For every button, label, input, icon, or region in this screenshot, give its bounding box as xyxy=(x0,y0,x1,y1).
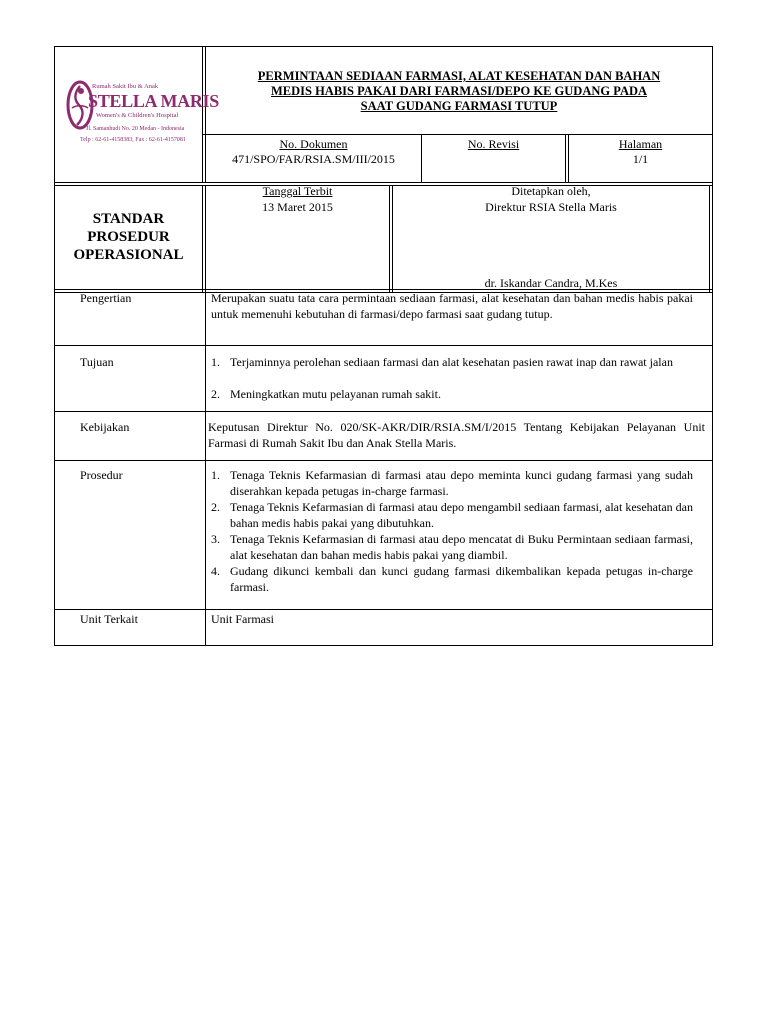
row-label-pengertian: Pengertian xyxy=(80,291,132,305)
list-item: 3. Tenaga Teknis Kefarmasian di farmasi atau depo mencatat di Buku Permintaan sediaan farmasi, alat kesehatan dan bahan medis habis pakai yang diambil. xyxy=(211,532,693,562)
unit-terkait-text: Unit Farmasi xyxy=(211,612,274,626)
doc-no-label: No. Dokumen xyxy=(279,137,348,151)
issue-date-label: Tanggal Terbit xyxy=(262,184,333,198)
logo-line1: Rumah Sakit Ibu & Anak xyxy=(92,83,159,90)
rule xyxy=(54,182,713,183)
sop-heading xyxy=(55,210,202,264)
logo-address: Jl. Samanhudi No. 20 Medan - Indonesia xyxy=(86,126,185,132)
document-title xyxy=(206,69,712,114)
pengertian-text: Merupakan suatu tata cara permintaan sediaan farmasi, alat kesehatan dan bahan medis habis pakai untuk memenuhi kebutuhan di farmasi/depo farmasi saat gudang tutup. xyxy=(211,291,693,321)
row-label-kebijakan: Kebijakan xyxy=(80,420,130,434)
sop-line: STANDAR xyxy=(92,211,165,227)
logo-line2: Women's & Children's Hospital xyxy=(96,112,179,119)
tujuan-item: Terjaminnya perolehan sediaan farmasi dan alat kesehatan pasien rawat inap dan rawat jalan xyxy=(230,355,673,369)
sop-line: PROSEDUR xyxy=(87,229,170,245)
logo-name: STELLA MARIS xyxy=(88,91,219,111)
rule xyxy=(54,46,55,646)
page-value: 1/1 xyxy=(632,152,649,166)
hospital-logo xyxy=(60,78,219,150)
rule xyxy=(389,185,390,292)
issue-date: 13 Maret 2015 xyxy=(262,200,333,214)
rule xyxy=(54,345,713,346)
prosedur-item: Tenaga Teknis Kefarmasian di farmasi atau depo meminta kunci gudang farmasi yang sudah diserahkan kepada petugas in-charge farmasi. xyxy=(230,468,693,498)
sop-line: OPERASIONAL xyxy=(73,247,184,263)
logo-phone: Telp : 62-61-4158383, Fax : 62-61-4157081 xyxy=(80,137,186,143)
title-line: SAAT GUDANG FARMASI TUTUP xyxy=(360,99,558,113)
prosedur-item: Tenaga Teknis Kefarmasian di farmasi atau depo mengambil sediaan farmasi, alat kesehatan dan bahan medis habis pakai yang dibutuhkan. xyxy=(230,500,693,530)
approved-by-label: Ditetapkan oleh, xyxy=(511,184,591,198)
tujuan-item: Meningkatkan mutu pelayanan rumah sakit. xyxy=(230,387,441,401)
rule xyxy=(712,46,713,646)
rule xyxy=(54,411,713,412)
rule xyxy=(565,134,566,183)
rule xyxy=(54,460,713,461)
revision-label: No. Revisi xyxy=(467,137,520,151)
kebijakan-text: Keputusan Direktur No. 020/SK-AKR/DIR/RSIA.SM/I/2015 Tentang Kebijakan Pelayanan Unit Farmasi di Rumah Sakit Ibu dan Anak Stella Maris. xyxy=(208,420,705,450)
row-label-prosedur: Prosedur xyxy=(80,468,123,482)
list-item: 2. Tenaga Teknis Kefarmasian di farmasi atau depo mengambil sediaan farmasi, alat kesehatan dan bahan medis habis pakai yang dibutuhkan. xyxy=(211,500,693,530)
row-label-unit-terkait: Unit Terkait xyxy=(80,612,138,626)
rule xyxy=(54,645,713,646)
row-label-tujuan: Tujuan xyxy=(80,355,114,369)
rule xyxy=(709,185,710,292)
list-item: 2. Meningkatkan mutu pelayanan rumah sakit. xyxy=(211,387,693,403)
title-line: MEDIS HABIS PAKAI DARI FARMASI/DEPO KE GUDANG PADA xyxy=(270,84,648,98)
approver-name: dr. Iskandar Candra, M.Kes xyxy=(484,276,618,290)
rule xyxy=(202,134,713,135)
prosedur-item: Gudang dikunci kembali dan kunci gudang farmasi dikembalikan kepada petugas in-charge farmasi. xyxy=(230,564,693,594)
rule xyxy=(54,46,713,47)
rule xyxy=(202,185,203,292)
approved-by-title: Direktur RSIA Stella Maris xyxy=(485,200,617,214)
title-line: PERMINTAAN SEDIAAN FARMASI, ALAT KESEHATAN DAN BAHAN xyxy=(257,69,661,83)
rule xyxy=(54,609,713,610)
doc-no-value: 471/SPO/FAR/RSIA.SM/III/2015 xyxy=(232,152,395,166)
page-label: Halaman xyxy=(618,137,663,151)
rule xyxy=(202,46,203,183)
list-item: 1. Tenaga Teknis Kefarmasian di farmasi atau depo meminta kunci gudang farmasi yang sudah diserahkan kepada petugas in-charge farmasi. xyxy=(211,468,693,498)
list-item: 1. Terjaminnya perolehan sediaan farmasi dan alat kesehatan pasien rawat inap dan rawat jalan xyxy=(211,355,693,386)
prosedur-item: Tenaga Teknis Kefarmasian di farmasi atau depo mencatat di Buku Permintaan sediaan farmasi, alat kesehatan dan bahan medis habis pakai yang diambil. xyxy=(230,532,693,562)
list-item: 4. Gudang dikunci kembali dan kunci gudang farmasi dikembalikan kepada petugas in-charge farmasi. xyxy=(211,564,693,594)
